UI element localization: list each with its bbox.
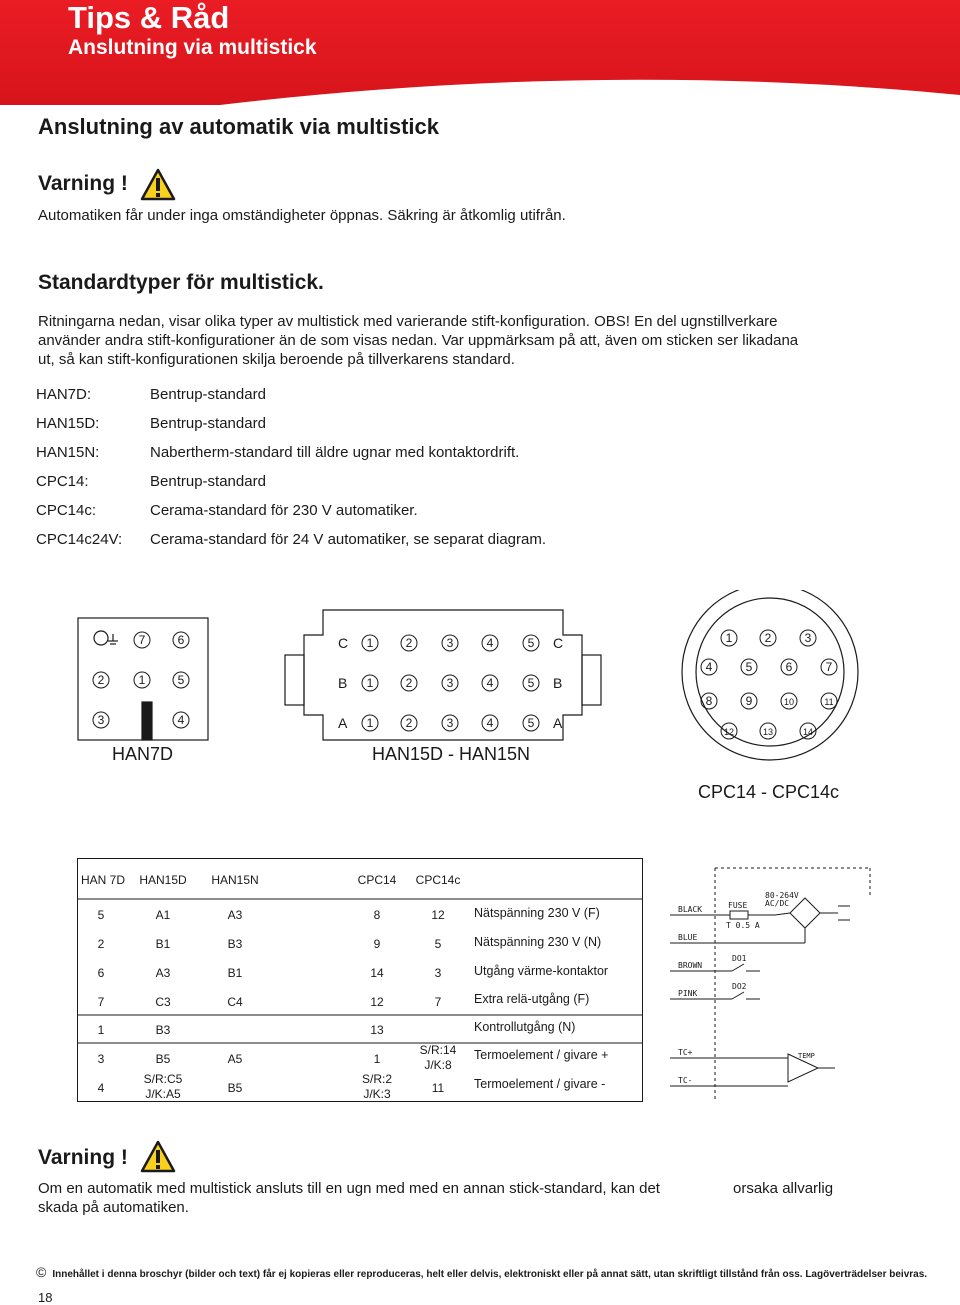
svg-text:2: 2 xyxy=(405,636,413,650)
standard-value: Cerama-standard för 230 V automatiker. xyxy=(150,502,418,519)
standard-label: CPC14c: xyxy=(36,502,97,519)
row-label-left: B xyxy=(338,675,348,691)
page-number: 18 xyxy=(38,1290,53,1305)
intro-line-2: använder andra stift-konfigurationer än de som visas nedan. Var uppmärksam på att, även om sticken ser likadana xyxy=(38,332,799,349)
svg-text:3: 3 xyxy=(804,631,812,645)
pin-6 xyxy=(173,632,189,648)
wire-label-tc-minus: TC- xyxy=(678,1076,693,1085)
standard-label: HAN7D: xyxy=(36,386,92,403)
svg-text:1: 1 xyxy=(366,636,374,650)
copyright-text: Innehållet i denna broschyr (bilder och text) får ej kopieras eller reproduceras, helt eller delvis, elektroniskt eller på annat sätt, utan skriftligt tillstånd från oss. Lagöverträdelser beivras. xyxy=(52,1269,928,1280)
svg-text:5: 5 xyxy=(745,660,753,674)
standard-value: Bentrup-standard xyxy=(150,415,266,432)
wire-label-black: BLACK xyxy=(678,905,703,914)
svg-text:6: 6 xyxy=(177,633,185,647)
svg-text:3: 3 xyxy=(446,676,454,690)
svg-text:6: 6 xyxy=(785,660,793,674)
svg-text:1: 1 xyxy=(366,716,374,730)
pin-14 xyxy=(800,723,816,739)
svg-text:4: 4 xyxy=(177,713,185,727)
table-cell: A1 xyxy=(155,908,171,922)
wire-label-pink: PINK xyxy=(678,989,698,998)
pin-10 xyxy=(781,693,797,709)
wiring-diagram xyxy=(660,858,900,1102)
header-subtitle: Anslutning via multistick xyxy=(68,36,317,59)
supply-label: 80-264V xyxy=(765,891,799,900)
warning-text: Automatiken får under inga omständigheter öppnas. Säkring är åtkomlig utifrån. xyxy=(38,207,566,224)
pin-2 xyxy=(401,635,417,651)
svg-text:3: 3 xyxy=(97,713,105,727)
warning2-text-2: skada på automatiken. xyxy=(38,1199,189,1216)
svg-text:8: 8 xyxy=(705,694,713,708)
table-cell: S/R:14 J/K:8 xyxy=(419,1043,457,1072)
svg-text:4: 4 xyxy=(705,660,713,674)
row-label-left: C xyxy=(338,635,349,651)
table-cell: 4 xyxy=(97,1081,105,1095)
table-cell: 1 xyxy=(373,1052,381,1066)
table-cell: 5 xyxy=(434,937,442,951)
svg-text:2: 2 xyxy=(405,676,413,690)
pin-3 xyxy=(800,630,816,646)
pin-2 xyxy=(401,715,417,731)
svg-text:5: 5 xyxy=(527,636,535,650)
table-cell: A5 xyxy=(227,1052,243,1066)
do2-label: DO2 xyxy=(732,982,747,991)
warning-title: Varning ! xyxy=(38,172,128,195)
warning2-title: Varning ! xyxy=(38,1146,128,1169)
han15-pins xyxy=(338,635,563,731)
pin-11 xyxy=(821,693,837,709)
svg-text:3: 3 xyxy=(446,716,454,730)
table-cell: C4 xyxy=(227,995,243,1009)
svg-text:7: 7 xyxy=(825,660,833,674)
table-cell: 1 xyxy=(97,1023,105,1037)
pin-5 xyxy=(523,635,539,651)
table-desc: Termoelement / givare - xyxy=(474,1077,606,1091)
pin-5 xyxy=(523,715,539,731)
table-header: HAN15D xyxy=(139,873,187,887)
standard-value: Bentrup-standard xyxy=(150,386,266,403)
svg-text:1: 1 xyxy=(725,631,733,645)
pin-3 xyxy=(442,675,458,691)
table-desc: Nätspänning 230 V (F) xyxy=(474,906,600,920)
standard-value: Nabertherm-standard till äldre ugnar med kontaktordrift. xyxy=(150,444,520,461)
standard-label: HAN15D: xyxy=(36,415,100,432)
do1-label: DO1 xyxy=(732,954,747,963)
svg-text:5: 5 xyxy=(177,673,185,687)
table-cell: 12 xyxy=(431,908,445,922)
svg-text:11: 11 xyxy=(824,697,834,707)
svg-text:5: 5 xyxy=(527,676,535,690)
cpc14-caption: CPC14 - CPC14c xyxy=(698,782,840,802)
svg-text:13: 13 xyxy=(762,727,774,737)
fuse-label: FUSE xyxy=(728,901,748,910)
copyright-icon: © xyxy=(36,1264,47,1280)
svg-text:9: 9 xyxy=(745,694,753,708)
wire-label-tc-plus: TC+ xyxy=(678,1048,693,1057)
pin-4 xyxy=(701,659,717,675)
fuse-rating: T 0.5 A xyxy=(726,921,760,930)
table-cell: 9 xyxy=(373,937,381,951)
svg-text:1: 1 xyxy=(138,673,146,687)
header-banner xyxy=(0,0,960,105)
svg-text:7: 7 xyxy=(138,633,146,647)
pin-4 xyxy=(173,712,189,728)
table-header: HAN 7D xyxy=(81,873,126,887)
table-desc: Extra relä-utgång (F) xyxy=(474,992,590,1006)
han7d-pins xyxy=(93,632,189,728)
table-cell: A3 xyxy=(227,908,243,922)
standard-label: CPC14c24V: xyxy=(36,531,123,548)
svg-text:4: 4 xyxy=(486,716,494,730)
table-header: CPC14 xyxy=(357,873,397,887)
table-cell: 2 xyxy=(97,937,105,951)
pin-8 xyxy=(701,693,717,709)
table-cell: B5 xyxy=(227,1081,243,1095)
table-cell: 8 xyxy=(373,908,381,922)
table-cell: A3 xyxy=(155,966,171,980)
header-title: Tips & Råd xyxy=(68,0,230,35)
wire-label-blue: BLUE xyxy=(678,933,698,942)
table-cell: B3 xyxy=(227,937,243,951)
wire-label-brown: BROWN xyxy=(678,961,703,970)
pin-1 xyxy=(721,630,737,646)
svg-text:2: 2 xyxy=(97,673,105,687)
warning-icon xyxy=(140,168,176,202)
table-cell: 7 xyxy=(434,995,442,1009)
svg-text:10: 10 xyxy=(783,697,795,707)
table-cell: 6 xyxy=(97,966,105,980)
pin-5 xyxy=(173,672,189,688)
row-label-right: C xyxy=(553,635,564,651)
page-heading: Anslutning av automatik via multistick xyxy=(38,114,439,139)
han15-caption: HAN15D - HAN15N xyxy=(372,744,531,764)
pin-7 xyxy=(134,632,150,648)
table-header: CPC14c xyxy=(415,873,461,887)
pin-13 xyxy=(760,723,776,739)
pin-2 xyxy=(401,675,417,691)
pin-table xyxy=(77,858,643,1102)
pin-5 xyxy=(741,659,757,675)
svg-text:5: 5 xyxy=(527,716,535,730)
table-cell: C3 xyxy=(155,995,171,1009)
pin-9 xyxy=(741,693,757,709)
table-desc: Nätspänning 230 V (N) xyxy=(474,935,602,949)
standard-label: CPC14: xyxy=(36,473,89,490)
intro-line-1: Ritningarna nedan, visar olika typer av multistick med varierande stift-konfiguration. OBS! En del ugnstillverkare xyxy=(38,313,778,330)
warning-icon xyxy=(140,1140,176,1174)
svg-text:1: 1 xyxy=(366,676,374,690)
table-cell: B3 xyxy=(155,1023,171,1037)
pin-12 xyxy=(721,723,737,739)
connector-diagrams xyxy=(0,590,960,810)
svg-text:2: 2 xyxy=(764,631,772,645)
standard-value: Bentrup-standard xyxy=(150,473,266,490)
pin-1 xyxy=(362,675,378,691)
pin-1 xyxy=(362,715,378,731)
table-cell: B1 xyxy=(155,937,171,951)
warning2-text-1a: Om en automatik med multistick ansluts till en ugn med med en annan stick-standard, kan det xyxy=(38,1180,660,1197)
warning2-text-1b: orsaka allvarlig xyxy=(733,1180,834,1197)
table-cell: 11 xyxy=(431,1081,445,1095)
svg-text:3: 3 xyxy=(446,636,454,650)
svg-text:14: 14 xyxy=(802,727,814,737)
table-cell: 7 xyxy=(97,995,105,1009)
table-desc: Utgång värme-kontaktor xyxy=(474,964,609,978)
table-cell: 3 xyxy=(434,966,442,980)
table-cell: 12 xyxy=(370,995,384,1009)
cpc14-pins xyxy=(701,630,837,739)
section-title: Standardtyper för multistick. xyxy=(38,271,324,294)
pin-5 xyxy=(523,675,539,691)
pin-3 xyxy=(442,635,458,651)
table-cell: B1 xyxy=(227,966,243,980)
table-cell: 5 xyxy=(97,908,105,922)
pin-6 xyxy=(781,659,797,675)
pin-4 xyxy=(482,715,498,731)
row-label-left: A xyxy=(338,715,348,731)
pin-3 xyxy=(442,715,458,731)
table-desc: Termoelement / givare + xyxy=(474,1048,609,1062)
pin-4 xyxy=(482,675,498,691)
svg-text:2: 2 xyxy=(405,716,413,730)
svg-text:4: 4 xyxy=(486,636,494,650)
table-cell: 3 xyxy=(97,1052,105,1066)
svg-text:12: 12 xyxy=(723,727,735,737)
han7d-caption: HAN7D xyxy=(112,744,174,764)
table-cell: S/R:C5 J/K:A5 xyxy=(143,1072,183,1101)
standard-value: Cerama-standard för 24 V automatiker, se separat diagram. xyxy=(150,531,547,548)
pin-7 xyxy=(821,659,837,675)
pin-4 xyxy=(482,635,498,651)
table-cell: 14 xyxy=(370,966,384,980)
supply-label-2: AC/DC xyxy=(765,899,790,908)
table-cell: B5 xyxy=(155,1052,171,1066)
pin-1 xyxy=(362,635,378,651)
pin-1 xyxy=(134,672,150,688)
table-cell: S/R:2 J/K:3 xyxy=(361,1072,392,1101)
pin-3 xyxy=(93,712,109,728)
intro-line-3: ut, så kan stift-konfigurationen skilja beroende på tillverkarens standard. xyxy=(38,351,515,368)
copyright-footer xyxy=(36,1264,927,1280)
svg-text:4: 4 xyxy=(486,676,494,690)
table-header: HAN15N xyxy=(211,873,259,887)
pin-2 xyxy=(93,672,109,688)
table-cell: 13 xyxy=(370,1023,384,1037)
table-desc: Kontrollutgång (N) xyxy=(474,1020,576,1034)
row-label-right: A xyxy=(553,715,563,731)
standard-label: HAN15N: xyxy=(36,444,100,461)
pin-2 xyxy=(760,630,776,646)
row-label-right: B xyxy=(553,675,563,691)
temp-label: TEMP xyxy=(798,1052,815,1060)
